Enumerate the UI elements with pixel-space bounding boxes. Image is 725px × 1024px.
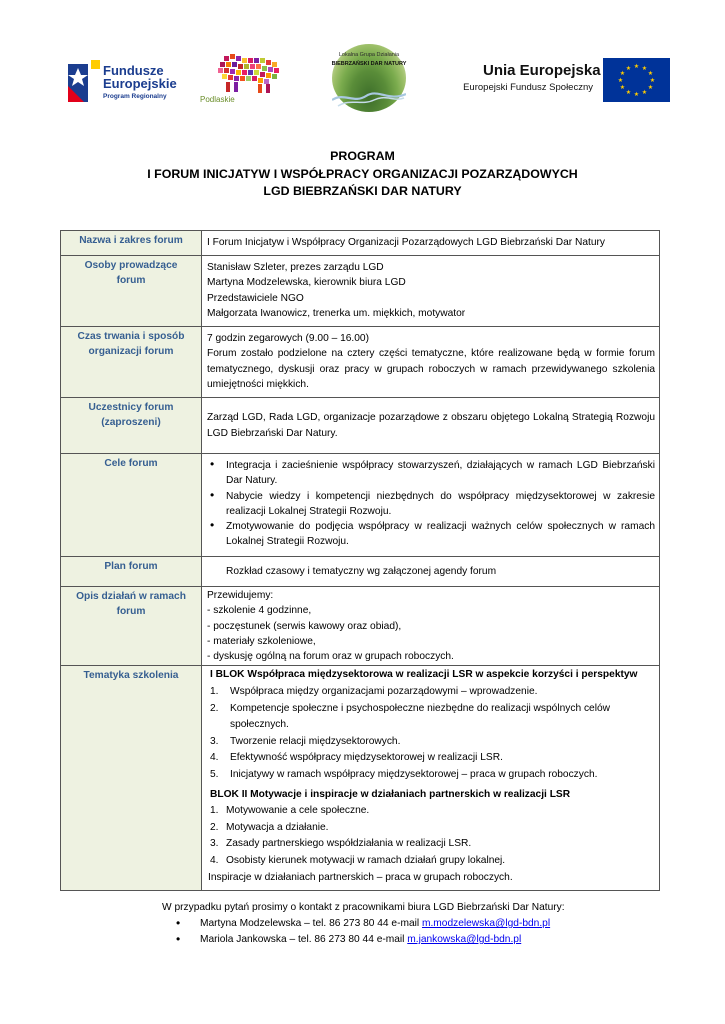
label-tematyka: Tematyka szkolenia (61, 666, 202, 891)
podlaskie-label: Podlaskie (200, 95, 235, 104)
row-cele (61, 454, 660, 557)
label-osoby: Osoby prowadzące forum (61, 256, 202, 327)
blok1-text: Tworzenie relacji międzysektorowych. (230, 735, 401, 747)
row-czas (61, 327, 660, 398)
opis-line: Przewidujemy: (207, 590, 274, 601)
contact-list (0, 916, 725, 948)
contact-item (0, 932, 725, 948)
contact-intro: W przypadku pytań prosimy o kontakt z pracownikami biura LGD Biebrzański Dar Natury: (162, 902, 565, 913)
osoby-line: Małgorzata Iwanowicz, trenerka um. miękkich, motywator (207, 307, 466, 319)
ue-title: Unia Europejska (483, 62, 601, 79)
blok1-num: 3. (210, 735, 219, 747)
row-uczestnicy (61, 398, 660, 454)
cele-list (207, 458, 655, 550)
svg-text:★: ★ (641, 65, 648, 72)
blok2-item (207, 803, 655, 820)
fundusze-line2: Europejskie (103, 76, 177, 91)
blok1-item (207, 684, 655, 701)
eu-flag-icon (603, 58, 670, 102)
podlaskie-logo (198, 52, 284, 108)
program-table (60, 230, 660, 891)
blok1-item (207, 701, 655, 734)
label-cele: Cele forum (61, 454, 202, 557)
lgd-biebrzanski-logo (328, 44, 410, 112)
osoby-line: Przedstawiciele NGO (207, 292, 304, 304)
blok2-text: Osobisty kierunek motywacji w ramach działań grupy lokalnej. (226, 855, 506, 867)
opis-line: - poczęstunek (serwis kawowy oraz obiad), (207, 620, 402, 632)
blok1-item (207, 750, 655, 767)
unia-europejska-logo (456, 58, 672, 104)
cele-item: • Zmotywowanie do podjęcia współpracy w realizacji ważnych celów społecznych w ramach Lokalnej Strategii Rozwoju. (207, 519, 655, 550)
svg-text:★: ★ (647, 70, 654, 77)
blok2-text: Motywowanie a cele społeczne. (226, 805, 370, 817)
opis-line: - szkolenie 4 godzinne, (207, 605, 312, 617)
value-osoby (202, 256, 660, 327)
label-czas: Czas trwania i sposób organizacji forum (61, 327, 202, 398)
blok2-item (207, 836, 655, 853)
bison-mosaic-icon (218, 54, 282, 94)
value-czas (202, 327, 660, 398)
blok1-item (207, 767, 655, 784)
czas-line-2: Forum zostało podzielone na cztery części tematyczne, które realizowane będą w formie forum tematycznego, dyskusji oraz pracy w grupach roboczych w ramach przewidywanego szkolenia umiejętności miękkich. (207, 348, 655, 390)
value-nazwa: I Forum Inicjatyw i Współpracy Organizacji Pozarządowych LGD Biebrzański Dar Natury (202, 231, 660, 256)
svg-text:★: ★ (647, 84, 654, 91)
row-plan (61, 557, 660, 587)
document-title (0, 148, 725, 201)
fundusze-line3: Program Regionalny (103, 93, 167, 100)
blok1-text: Inicjatywy w ramach współpracy międzysektorowej – praca w grupach roboczych. (230, 769, 598, 781)
title-line-1: PROGRAM (330, 149, 395, 163)
label-plan: Plan forum (61, 557, 202, 587)
opis-line: - materiały szkoleniowe, (207, 635, 316, 647)
value-tematyka (202, 666, 660, 891)
blok2-text: Motywacja a działanie. (226, 821, 329, 833)
blok2-num: 1. (210, 805, 219, 817)
blok1-num: 5. (210, 769, 219, 781)
blok2-text: Zasady partnerskiego współdziałania w realizacji LSR. (226, 838, 472, 850)
blok2-item (207, 820, 655, 837)
row-opis (61, 587, 660, 666)
value-cele (202, 454, 660, 557)
svg-text:★: ★ (641, 89, 648, 96)
svg-text:★: ★ (625, 89, 632, 96)
cele-item: • Integracja i zacieśnienie współpracy stowarzyszeń, działających w ramach LGD Biebrzański Dar Natury. (207, 458, 655, 489)
lgd-caption-1: Lokalna Grupa Działania (338, 52, 400, 58)
tematyka-closing: Inspiracje w działaniach partnerskich – praca w grupach roboczych. (208, 871, 513, 883)
contact-footer (0, 900, 725, 948)
osoby-line: Stanisław Szleter, prezes zarządu LGD (207, 262, 384, 273)
river-icon (332, 84, 406, 108)
blok1-item (207, 734, 655, 751)
blok2-num: 4. (210, 855, 219, 867)
blok1-title: I BLOK Współpraca międzysektorowa w realizacji LSR w aspekcie korzyści i perspektyw (210, 669, 638, 681)
blok1-text: Kompetencje społeczne i psychospołeczne niezbędne do realizacji wspólnych celów społecznych. (230, 702, 610, 731)
label-uczestnicy: Uczestnicy forum (zaproszeni) (61, 398, 202, 454)
czas-line-1: 7 godzin zegarowych (9.00 – 16.00) (207, 333, 369, 344)
contact-email-link[interactable]: m.jankowska@lgd-bdn.pl (407, 934, 522, 945)
svg-text:★: ★ (633, 91, 640, 98)
svg-text:★: ★ (625, 65, 632, 72)
logo-strip (0, 52, 725, 112)
blok2-title: BLOK II Motywacje i inspiracje w działaniach partnerskich w realizacji LSR (210, 788, 571, 800)
contact-item (0, 916, 725, 932)
value-uczestnicy: Zarząd LGD, Rada LGD, organizacje pozarządowe z obszaru objętego Lokalną Strategią Rozwoju LGD Biebrzański Dar Natury. (202, 398, 660, 454)
blok2-item (207, 853, 655, 870)
svg-text:★: ★ (649, 77, 656, 84)
title-line-3: LGD BIEBRZAŃSKI DAR NATURY (263, 184, 462, 198)
fundusze-star-icon (68, 58, 100, 102)
svg-text:★: ★ (619, 70, 626, 77)
svg-text:★: ★ (619, 84, 626, 91)
blok2-num: 2. (210, 821, 219, 833)
contact-email-link[interactable]: m.modzelewska@lgd-bdn.pl (421, 918, 551, 929)
label-opis: Opis działań w ramach forum (61, 587, 202, 666)
blok2-list (207, 803, 655, 869)
blok1-text: Efektywność współpracy międzysektorowej w realizacji LSR. (230, 752, 503, 764)
value-plan: Rozkład czasowy i tematyczny wg załączonej agendy forum (202, 557, 660, 587)
label-nazwa: Nazwa i zakres forum (61, 231, 202, 256)
lgd-caption-2: BIEBRZAŃSKI DAR NATURY (331, 61, 407, 67)
cele-item: • Nabycie wiedzy i kompetencji niezbędnych do współpracy międzysektorowej w zakresie realizacji Lokalnej Strategii Rozwoju. (207, 489, 655, 520)
blok1-num: 1. (210, 686, 219, 698)
fundusze-europejskie-logo (68, 58, 188, 106)
title-line-2: I FORUM INICJATYW I WSPÓŁPRACY ORGANIZACJI POZARZĄDOWYCH (147, 166, 578, 181)
contact-text: Mariola Jankowska – tel. 86 273 80 44 e-mail (200, 934, 408, 945)
osoby-line: Martyna Modzelewska, kierownik biura LGD (207, 277, 406, 289)
svg-text:★: ★ (633, 63, 640, 70)
fundusze-line1: Fundusze (103, 63, 164, 78)
blok2-num: 3. (210, 838, 219, 850)
row-nazwa (61, 231, 660, 256)
value-opis (202, 587, 660, 666)
blok1-num: 2. (210, 702, 219, 714)
opis-line: - dyskusję ogólną na forum oraz w grupach roboczych. (207, 651, 454, 663)
blok1-text: Współpraca między organizacjami pozarządowymi – wprowadzenie. (230, 686, 538, 698)
svg-text:★: ★ (617, 77, 624, 84)
contact-text: Martyna Modzelewska – tel. 86 273 80 44 e-mail (200, 918, 422, 929)
blok1-num: 4. (210, 752, 219, 764)
blok1-list (207, 684, 655, 784)
row-tematyka (61, 666, 660, 891)
ue-subtitle: Europejski Fundusz Społeczny (463, 82, 593, 93)
row-osoby (61, 256, 660, 327)
